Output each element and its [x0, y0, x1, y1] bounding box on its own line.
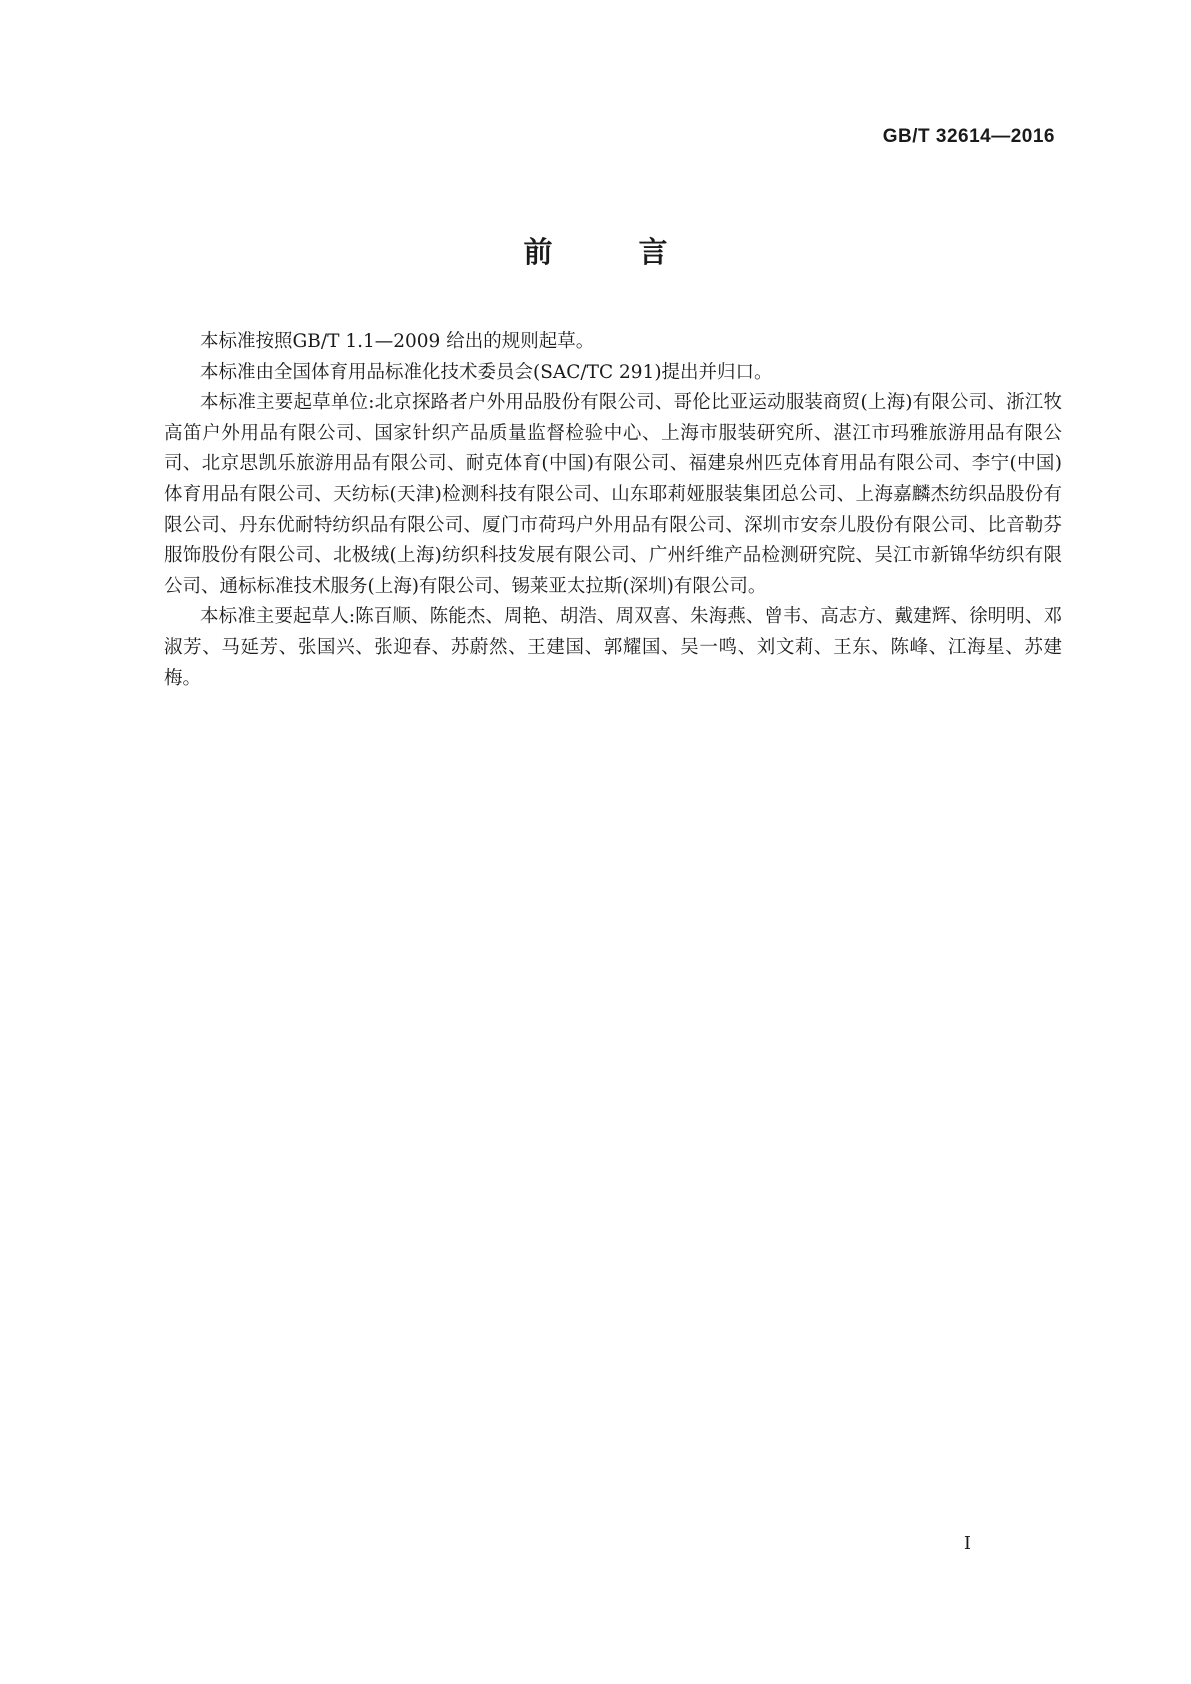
paragraph-proposer: 本标准由全国体育用品标准化技术委员会(SAC/TC 291)提出并归口。 — [200, 361, 773, 383]
paragraph-drafters: 本标准主要起草人:陈百顺、陈能杰、周艳、胡浩、周双喜、朱海燕、曾韦、高志方、戴建辉、徐明明、邓淑芳、马延芳、张国兴、张迎春、苏蔚然、王建国、郭耀国、吴一鸣、刘文莉、王东、陈峰、江海星、苏建梅。 — [164, 606, 1062, 689]
paragraph-drafting-units: 本标准主要起草单位:北京探路者户外用品股份有限公司、哥伦比亚运动服装商贸(上海)有限公司、浙江牧高笛户外用品有限公司、国家针织产品质量监督检验中心、上海市服装研究所、湛江市玛雅旅游用品有限公司、北京思凯乐旅游用品有限公司、耐克体育(中国)有限公司、福建泉州匹克体育用品有限公司、李宁(中国)体育用品有限公司、天纺标(天津)检测科技有限公司、山东耶莉娅服装集团总公司、上海嘉麟杰纺织品股份有限公司、丹东优耐特纺织品有限公司、厦门市荷玛户外用品有限公司、深圳市安奈儿股份有限公司、比音勒芬服饰股份有限公司、北极绒(上海)纺织科技发展有限公司、广州纤维产品检测研究院、吴江市新锦华纺织有限公司、通标标准技术服务(上海)有限公司、锡莱亚太拉斯(深圳)有限公司。 — [164, 392, 1062, 597]
paragraph-drafting-rules: 本标准按照GB/T 1.1—2009 给出的规则起草。 — [200, 331, 595, 352]
page-number: I — [963, 1533, 971, 1554]
standard-code: GB/T 32614—2016 — [882, 126, 1055, 147]
page-title: 前 言 — [523, 235, 706, 269]
foreword-body — [164, 327, 1062, 694]
